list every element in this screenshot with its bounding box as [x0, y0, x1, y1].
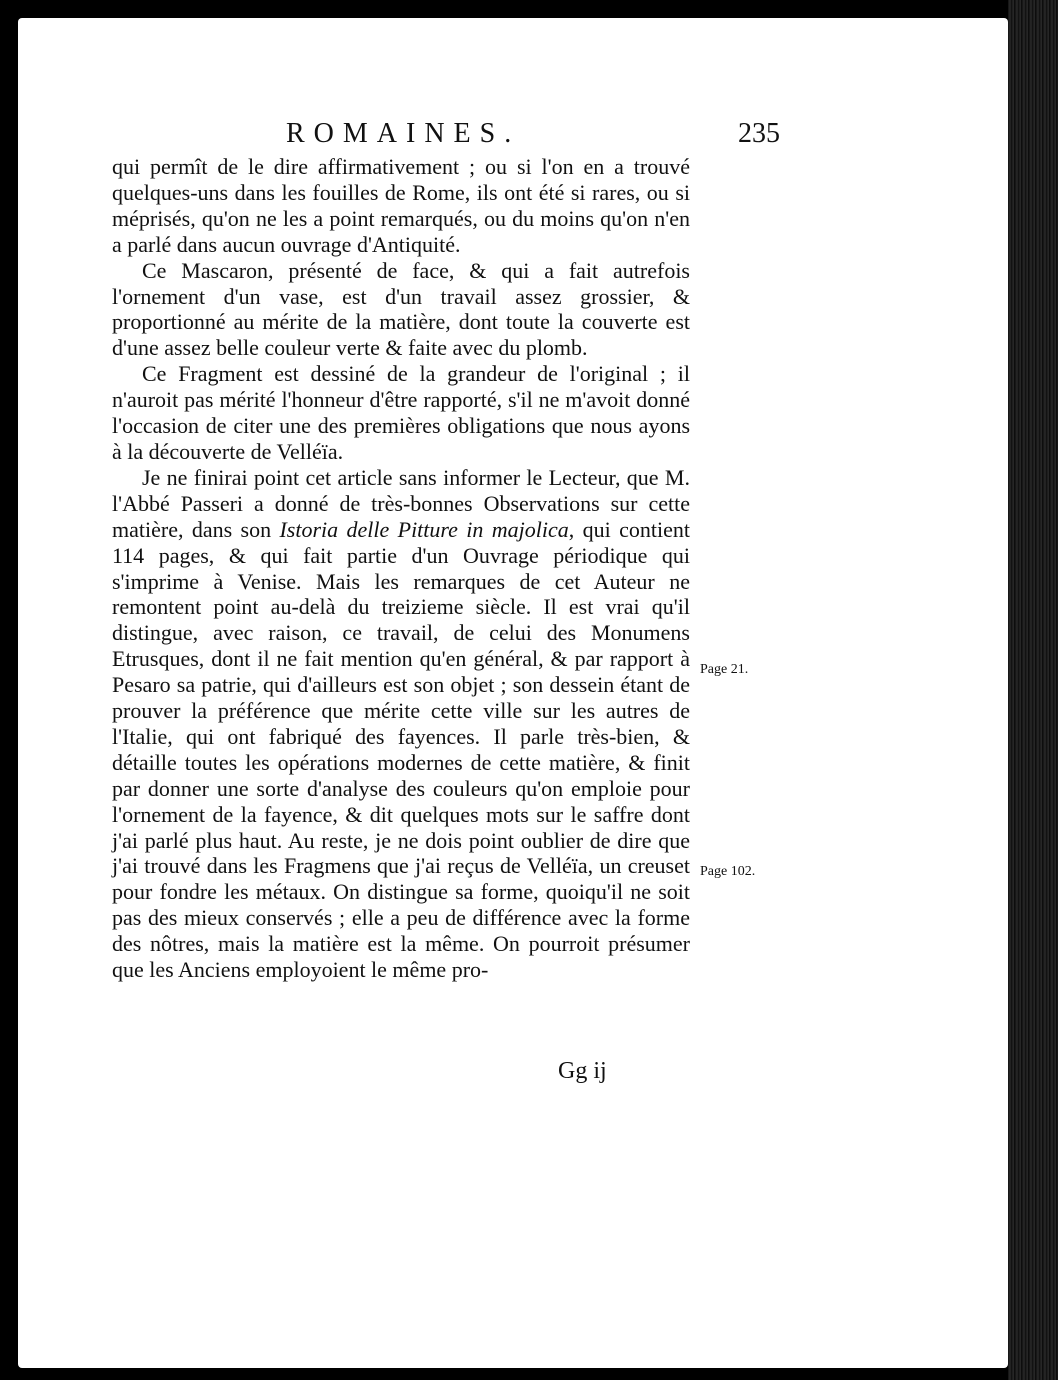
paragraph-4-text-a: Je ne finirai point cet article sans informer le Lecteur, que M. l'Abbé Passeri a donné de très-bonnes Observations sur cette matière, dans son: [112, 464, 690, 542]
signature-mark: Gg ij: [558, 1058, 607, 1084]
italic-book-title: Istoria delle Pitture in majolica: [279, 516, 569, 542]
margin-note-page-21: Page 21.: [700, 662, 749, 677]
main-text: [112, 154, 690, 983]
running-head: [100, 118, 780, 158]
paragraph-4: [112, 465, 690, 983]
paragraph-1: qui permît de le dire affirmativement ; ou si l'on en a trouvé quelques-uns dans les fouilles de Rome, ils ont été si rares, ou si méprisés, qu'on ne les a point remarqués, ou du moins qu'on n'en a parlé dans aucun ouvrage d'Antiquité.: [112, 154, 690, 257]
paragraph-4-text-b: , qui contient 114 pages, & qui fait partie d'un Ouvrage périodique qui s'imprime à Venise. Mais les remarques de cet Auteur ne remontent point au-delà du treizieme siècle. Il est vrai qu'il distingue, avec raison, ce travail, de celui des Monumens Etrusques, dont il ne fait mention qu'en général, & par rapport à Pesaro sa patrie, qui d'ailleurs est son objet ; son dessein étant de prouver la préférence que mérite cette ville sur les autres de l'Italie, qui ont fabriqué des fayences. Il parle très-bien, & détaille toutes les opérations modernes de cette matière, & finit par donner une sorte d'analyse des couleurs qu'on emploie pour l'ornement de la fayence, & dit quelques mots sur le saffre dont j'ai parlé plus haut. Au reste, je ne dois point oublier de dire que j'ai trouvé dans les Fragmens que j'ai reçus de Velléïa, un creuset pour fondre les métaux. On distingue sa forme, quoiqu'il ne soit pas des mieux conservés ; elle a peu de différence avec la forme des nôtres, mais la matière est la même. On pourroit présumer que les Anciens employoient le même pro-: [112, 516, 690, 983]
margin-note-page-102: Page 102.: [700, 864, 756, 879]
running-title: ROMAINES.: [286, 118, 521, 149]
book-edge: [1008, 0, 1058, 1380]
paragraph-2: Ce Mascaron, présenté de face, & qui a fait autrefois l'ornement d'un vase, est d'un travail assez grossier, & proportionné au mérite de la matière, dont toute la couverte est d'une assez belle couleur verte & faite avec du plomb.: [112, 257, 690, 361]
page-number: 235: [738, 118, 780, 149]
paragraph-3: Ce Fragment est dessiné de la grandeur de l'original ; il n'auroit pas mérité l'honneur d'être rapporté, s'il ne m'avoit donné l'occasion de citer une des premières obligations que nous ayons à la découverte de Velléïa.: [112, 361, 690, 464]
